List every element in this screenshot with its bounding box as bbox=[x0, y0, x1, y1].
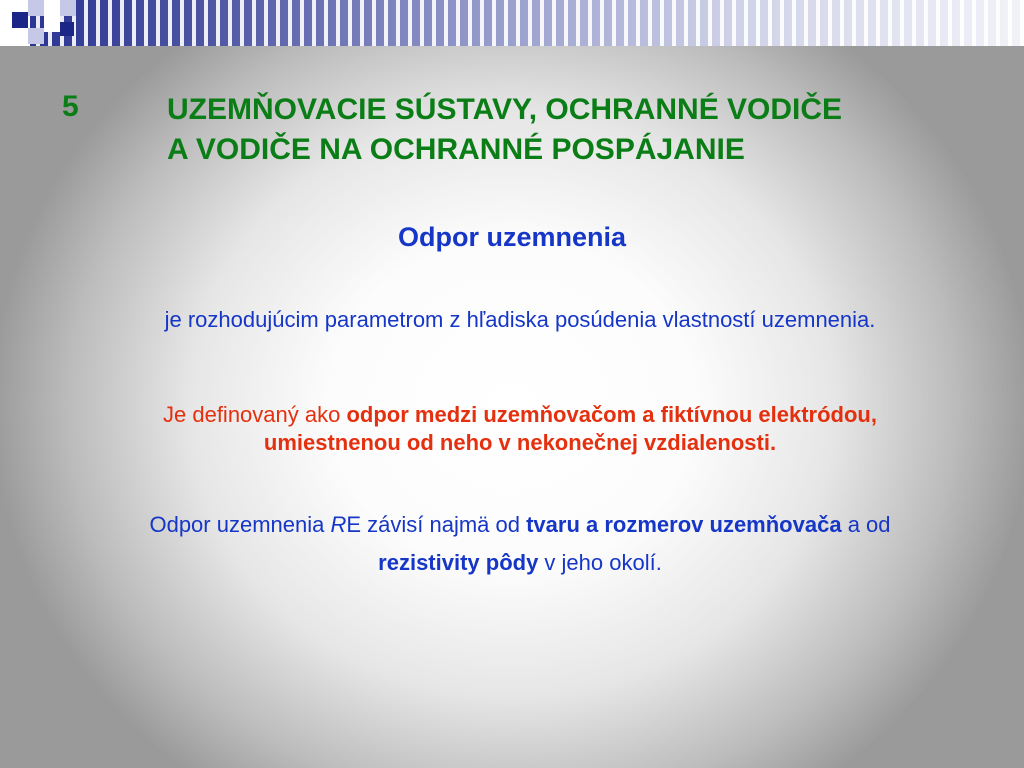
white-square-icon bbox=[44, 0, 60, 16]
dependency-bold-shape: tvaru a rozmerov uzemňovača bbox=[526, 512, 842, 537]
dependency-text-3: a od bbox=[841, 512, 891, 537]
paragraph-definition bbox=[110, 401, 930, 457]
dependency-symbol-r: R bbox=[330, 512, 347, 537]
navy-square-icon bbox=[12, 12, 28, 28]
slide-subtitle: Odpor uzemnenia bbox=[397, 222, 627, 252]
title-line-1: UZEMŇOVACIE SÚSTAVY, OCHRANNÉ VODIČE bbox=[167, 93, 843, 126]
lavender-square-icon bbox=[60, 0, 76, 16]
title-line-2: A VODIČE NA OCHRANNÉ POSPÁJANIE bbox=[167, 133, 745, 166]
white-square-icon bbox=[44, 16, 60, 32]
white-square-icon bbox=[12, 30, 28, 46]
dependency-text-2: E závisí najmä od bbox=[346, 512, 527, 537]
paragraph-definition-bold: odpor medzi uzemňovačom a fiktívnou elektródou, umiestnenou od neho v nekonečnej vzdialenosti. bbox=[263, 402, 877, 455]
dependency-text-4: v jeho okolí. bbox=[538, 550, 662, 575]
header-decoration-bar bbox=[0, 0, 1024, 46]
slide-number: 5 bbox=[62, 90, 79, 123]
slide-title bbox=[167, 90, 987, 170]
navy-square-icon bbox=[60, 22, 74, 36]
lavender-square-icon bbox=[28, 0, 44, 16]
paragraph-definition-role: je rozhodujúcim parametrom z hľadiska posúdenia vlastností uzemnenia. bbox=[164, 307, 876, 332]
dependency-text-1: Odpor uzemnenia bbox=[149, 512, 331, 537]
lavender-square-icon bbox=[28, 28, 44, 44]
dependency-bold-resistivity: rezistivity pôdy bbox=[378, 550, 539, 575]
paragraph-dependency bbox=[110, 506, 930, 582]
paragraph-definition-intro: Je definovaný ako bbox=[163, 402, 347, 427]
